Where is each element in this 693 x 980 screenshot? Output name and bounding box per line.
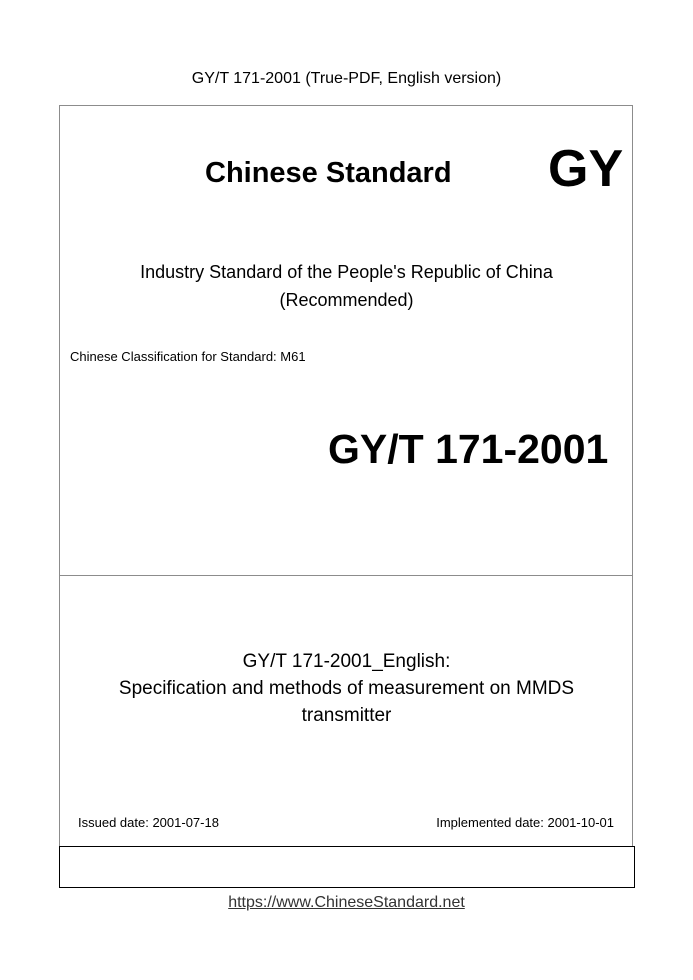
issued-date: Issued date: 2001-07-18 xyxy=(78,815,219,830)
classification-text: Chinese Classification for Standard: M61 xyxy=(70,349,306,364)
cover-bottom-panel xyxy=(59,846,635,888)
footer xyxy=(0,894,693,912)
page-header: GY/T 171-2001 (True-PDF, English version) xyxy=(191,70,502,87)
website-link[interactable]: https://www.ChineseStandard.net xyxy=(228,894,465,911)
industry-standard-text xyxy=(0,258,693,314)
title-line-1: GY/T 171-2001_English: xyxy=(242,651,451,672)
title-line-3: transmitter xyxy=(301,705,392,726)
title-line-2: Specification and methods of measurement on MMDS xyxy=(118,678,575,699)
chinese-standard-heading: Chinese Standard xyxy=(205,157,452,189)
industry-line-2: (Recommended) xyxy=(279,290,414,310)
category-code: GY xyxy=(548,140,624,198)
implemented-date: Implemented date: 2001-10-01 xyxy=(436,815,614,830)
document-title xyxy=(0,648,693,729)
standard-number: GY/T 171-2001 xyxy=(328,426,609,472)
industry-line-1: Industry Standard of the People's Republic of China xyxy=(140,262,553,282)
